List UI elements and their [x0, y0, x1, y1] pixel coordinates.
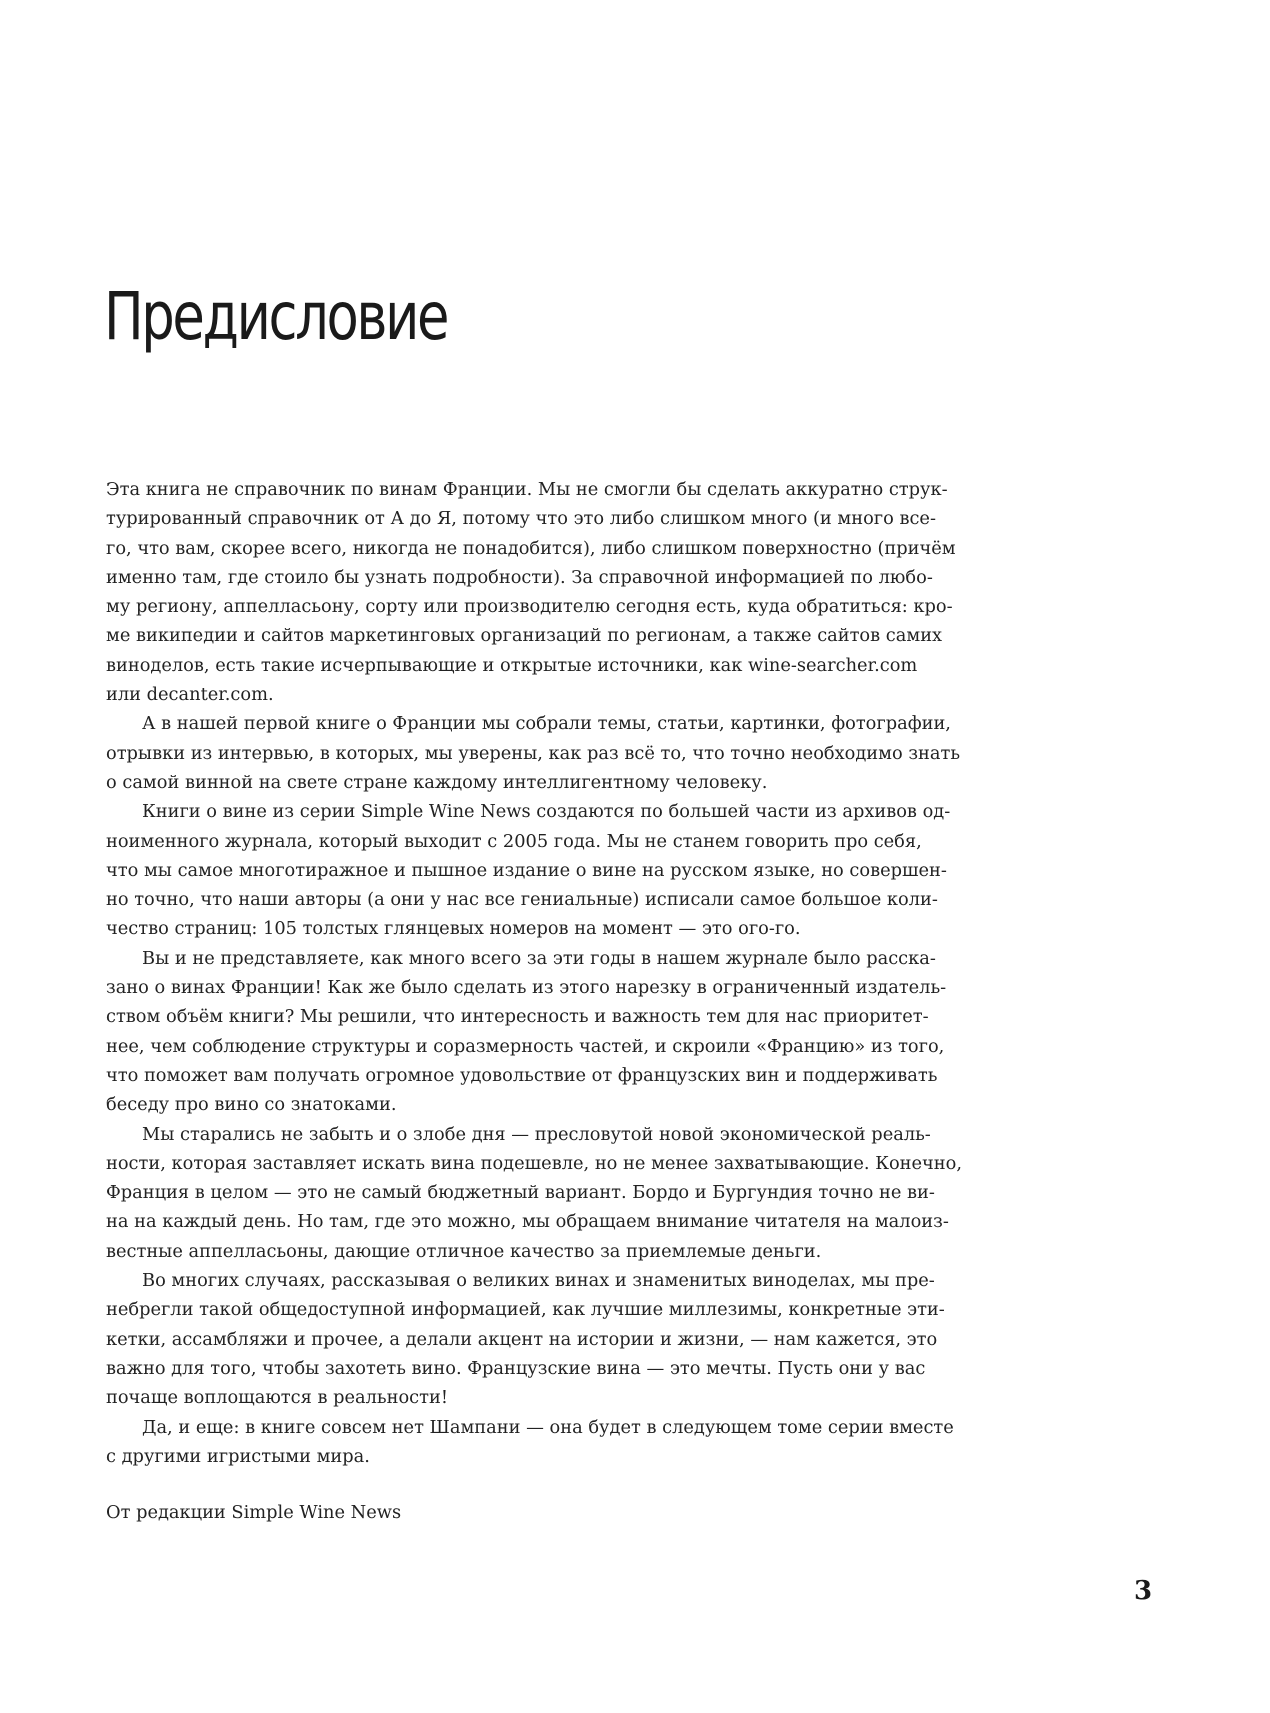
editorial-signature: От редакции Simple Wine News	[106, 1502, 402, 1523]
paragraph-2: А в нашей первой книге о Франции мы собрали темы, статьи, картинки, фотографии, отрывки из интервью, в которых, мы уверены, как раз всё то, что точно необходимо знать о самой винной на свете стране каждому интеллигентному человеку.	[106, 713, 960, 793]
paragraph-6: Во многих случаях, рассказывая о великих винах и знаменитых виноделах, мы пре- небрегли такой общедоступной информацией, как лучшие миллезимы, конкретные эти- кетки, ассамбляжи и прочее, а делали акцент на истории и жизни, — нам кажется, это важно для того, чтобы захотеть вино. Французские вина — это мечты. Пусть они у вас почаще воплощаются в реальности!	[106, 1270, 945, 1409]
page-number: 3	[1134, 1576, 1153, 1606]
paragraph-3: Книги о вине из серии Simple Wine News создаются по большей части из архивов од- ноименного журнала, который выходит с 2005 года. Мы не станем говорить про себя, что мы самое многотиражное и пышное издание о вине на русском языке, но совершен- но точно, что наши авторы (а они у нас все гениальные) исписали самое большое коли- чество страниц: 105 толстых глянцевых номеров на момент — это ого-го.	[106, 801, 951, 940]
paragraph-1: Эта книга не справочник по винам Франции. Мы не смогли бы сделать аккуратно струк- турированный справочник от А до Я, потому что это либо слишком много (и много все- го, что вам, скорее всего, никогда не понадобится), либо слишком поверхностно (причём именно там, где стоило бы узнать подробности). За справочной информацией по любо- му региону, аппелласьону, сорту или производителю сегодня есть, куда обратиться: кро- ме википедии и сайтов маркетинговых организаций по регионам, а также сайтов самих виноделов, есть такие исчерпывающие и открытые источники, как wine-searcher.com или decanter.com.	[106, 479, 956, 706]
paragraph-4: Вы и не представляете, как много всего за эти годы в нашем журнале было расска- зано о винах Франции! Как же было сделать из этого нарезку в ограниченный издатель- ством объём книги? Мы решили, что интересность и важность тем для нас приоритет- нее, чем соблюдение структуры и соразмерность частей, и скроили «Францию» из того, что поможет вам получать огромное удовольствие от французских вин и поддерживать беседу про вино со знатоками.	[106, 947, 947, 1116]
page-title: Предисловие	[104, 278, 448, 355]
paragraph-5: Мы старались не забыть и о злобе дня — пресловутой новой экономической реаль- ности, которая заставляет искать вина подешевле, но не менее захватывающие. Конечно, Франция в целом — это не самый бюджетный вариант. Бордо и Бургундия точно не ви- на на каждый день. Но там, где это можно, мы обращаем внимание читателя на малоиз- вестные аппелласьоны, дающие отличное качество за приемлемые деньги.	[106, 1123, 963, 1262]
paragraph-7: Да, и еще: в книге совсем нет Шампани — она будет в следующем томе серии вместе с другими игристыми мира.	[106, 1416, 954, 1467]
preface-body	[106, 475, 1006, 1471]
